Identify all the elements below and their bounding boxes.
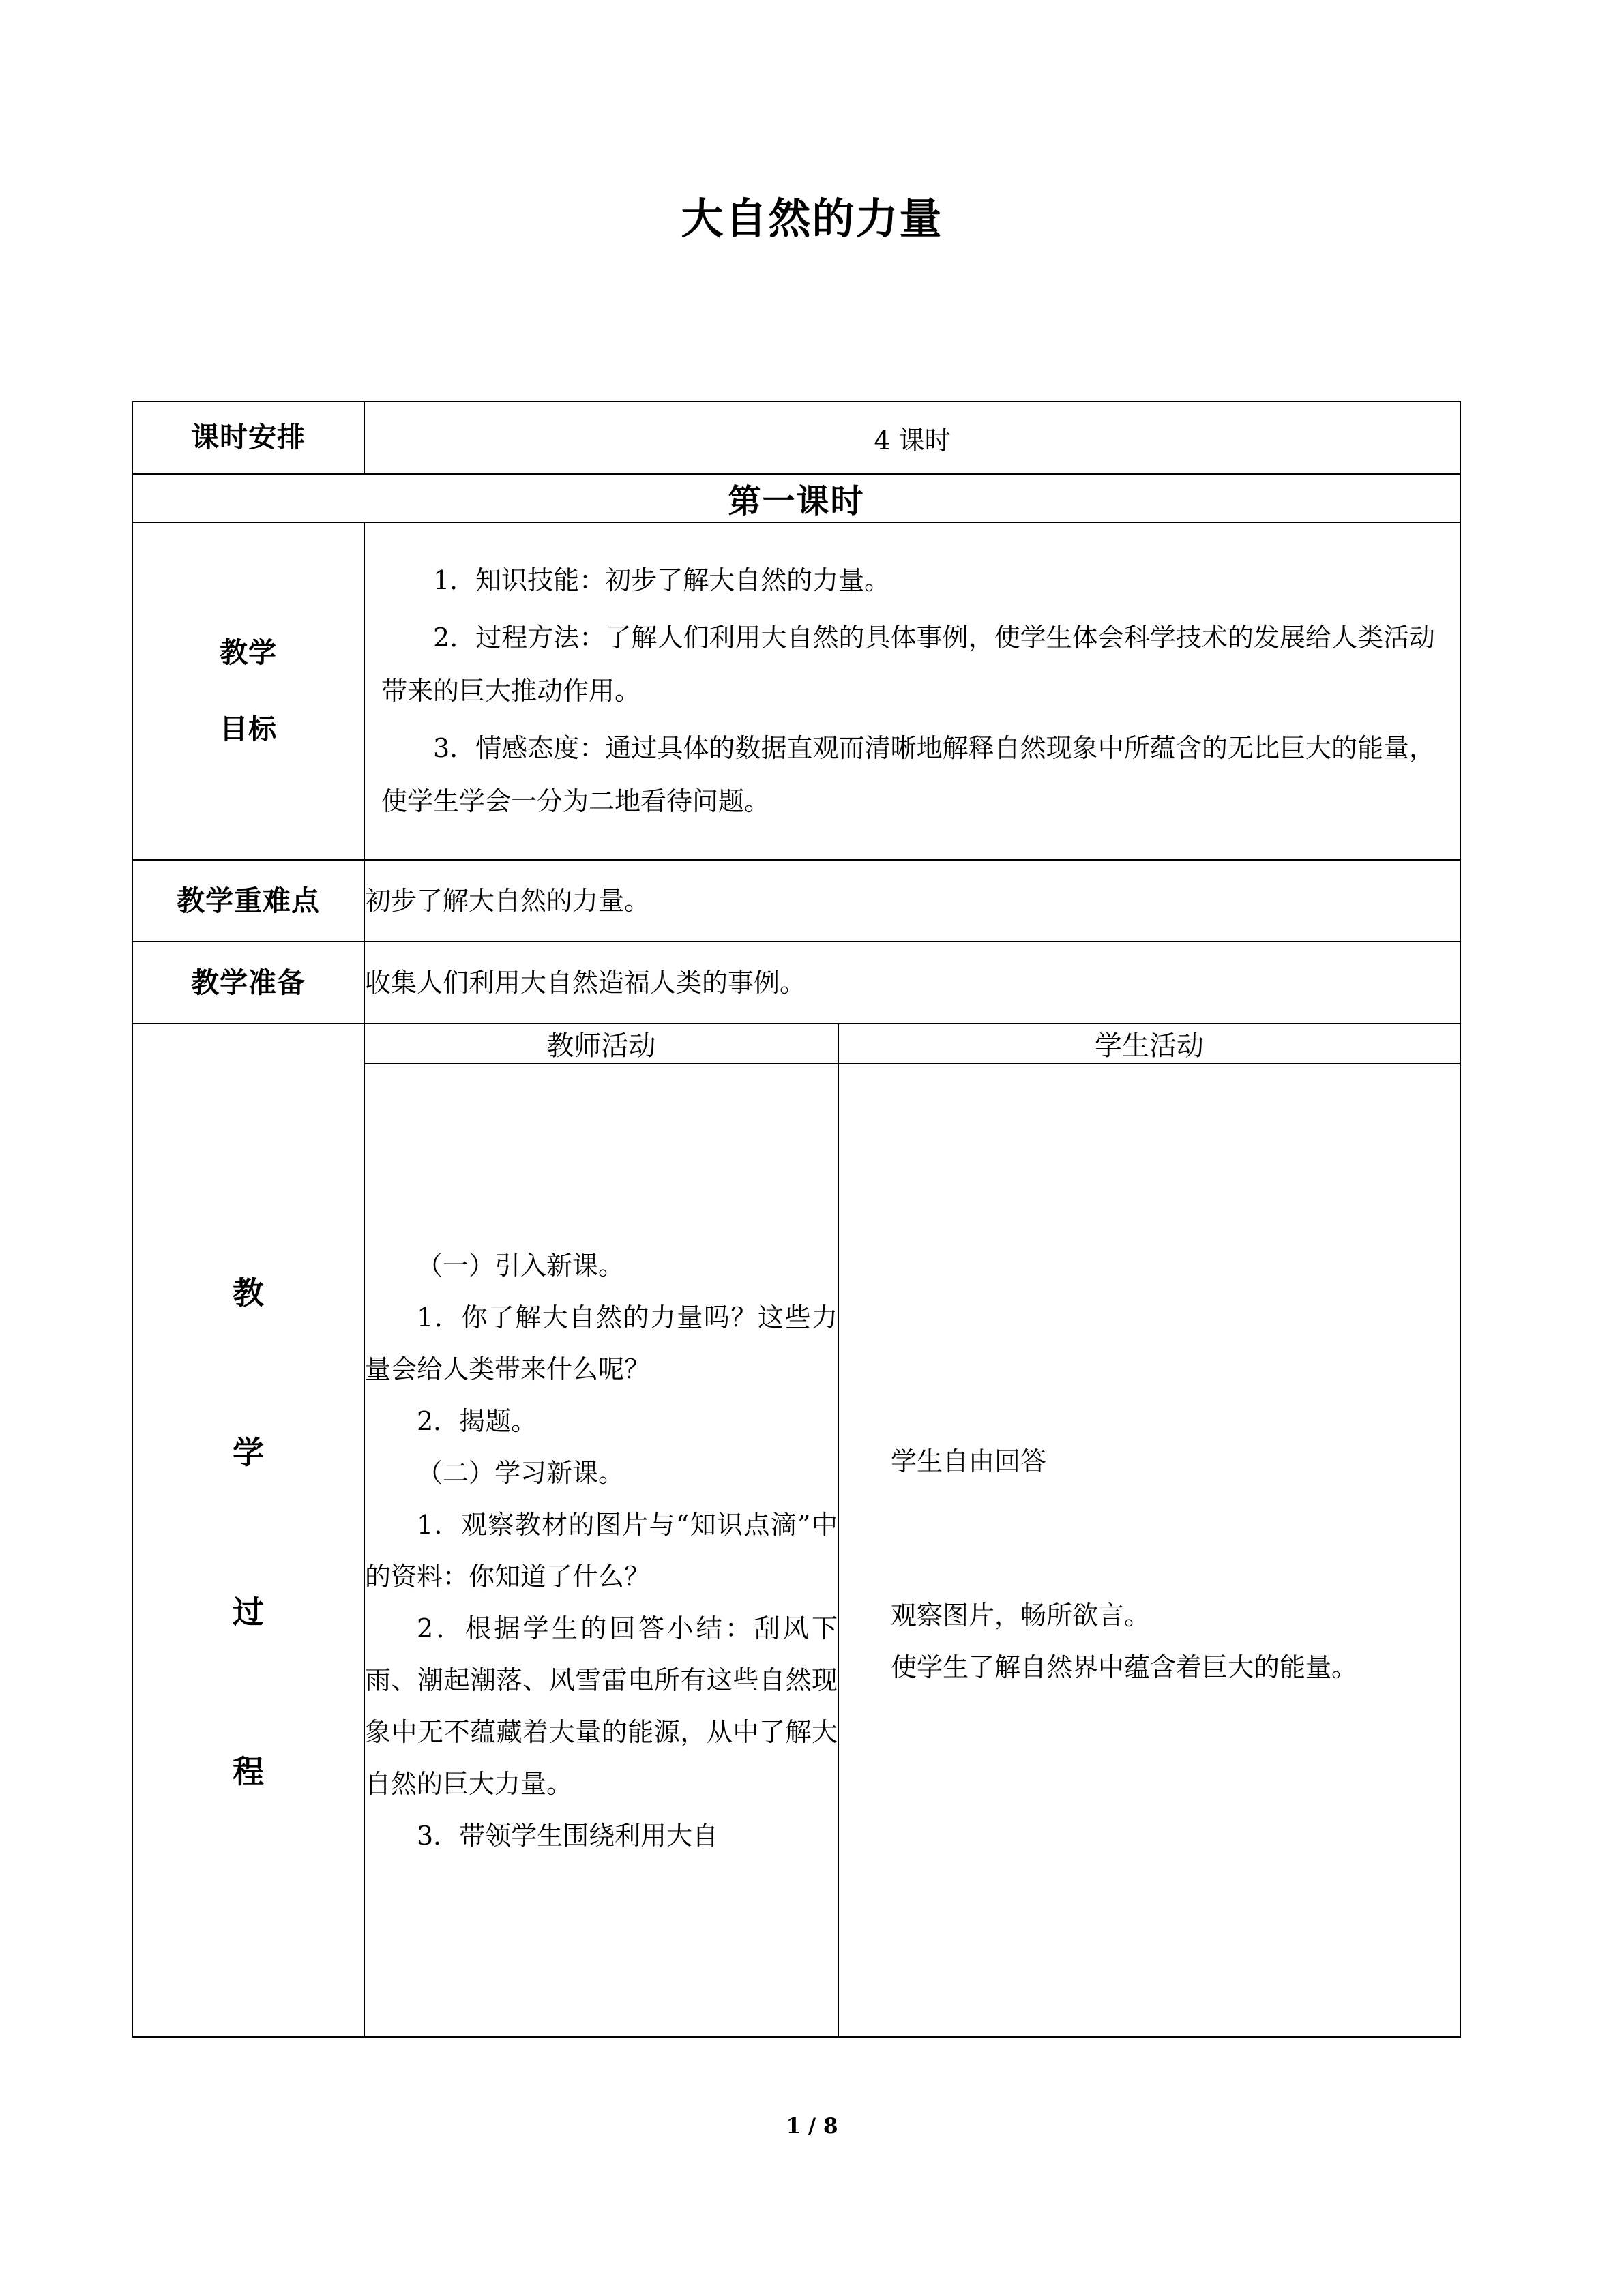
process-label-char: 过 [233,1594,264,1631]
objectives-label [132,522,364,860]
student-activity-paragraph: 观察图片，畅所欲言。 [891,1600,1151,1630]
student-activity-content [838,1064,1460,2037]
objective-item: 3．情感态度：通过具体的数据直观而清晰地解释自然现象中所蕴含的无比巨大的能量，使学生学会一分为二地看待问题。 [381,732,1436,816]
teacher-activity-paragraph: 2．根据学生的回答小结：刮风下雨、潮起潮落、风雪雷电所有这些自然现象中无不蕴藏着大量的能源，从中了解大自然的巨大力量。 [365,1613,838,1799]
page-title: 大自然的力量 [681,194,943,243]
process-label-char: 教 [233,1274,264,1312]
preparation-label: 教学准备 [132,942,364,1024]
table-row-key-points [132,860,1460,942]
objective-item: 1．知识技能：初步了解大自然的力量。 [433,565,891,595]
key-points-value: 初步了解大自然的力量。 [364,860,1460,942]
preparation-value: 收集人们利用大自然造福人类的事例。 [364,942,1460,1024]
section-heading: 第一课时 [132,474,1460,522]
student-activity-header: 学生活动 [838,1024,1460,1064]
key-points-label: 教学重难点 [132,860,364,942]
table-row-schedule [132,402,1460,474]
student-activity-paragraph: 学生自由回答 [891,1446,1047,1476]
teacher-activity-paragraph: （一）引入新课。 [417,1250,625,1281]
process-label-char: 程 [233,1753,264,1791]
objectives-label-line1: 教学 [220,636,277,670]
table-row-section-heading [132,474,1460,522]
teacher-activity-header: 教师活动 [364,1024,838,1064]
schedule-label: 课时安排 [132,402,364,474]
teacher-activity-paragraph: 1．观察教材的图片与“知识点滴”中的资料：你知道了什么？ [365,1509,838,1592]
table-row-activity-headers [132,1024,1460,1064]
lesson-plan-table [132,401,1461,2038]
schedule-value: 4 课时 [364,402,1460,474]
table-row-preparation [132,942,1460,1024]
objective-item: 2．过程方法：了解人们利用大自然的具体事例，使学生体会科学技术的发展给人类活动带来的巨大推动作用。 [381,622,1436,706]
objectives-label-line2: 目标 [220,712,277,745]
teacher-activity-paragraph: （二）学习新课。 [417,1457,625,1488]
process-label-char: 学 [233,1434,264,1472]
process-label [132,1024,364,2037]
objectives-content [364,522,1460,860]
teacher-activity-content [364,1064,838,2037]
table-row-objectives [132,522,1460,860]
page-number: 1 / 8 [786,2114,838,2138]
teacher-activity-paragraph: 2．揭题。 [417,1405,537,1436]
teacher-activity-paragraph: 1．你了解大自然的力量吗？这些力量会给人类带来什么呢？ [365,1302,838,1384]
student-activity-paragraph: 使学生了解自然界中蕴含着巨大的能量。 [891,1652,1358,1682]
teacher-activity-paragraph: 3．带领学生围绕利用大自 [417,1820,719,1851]
